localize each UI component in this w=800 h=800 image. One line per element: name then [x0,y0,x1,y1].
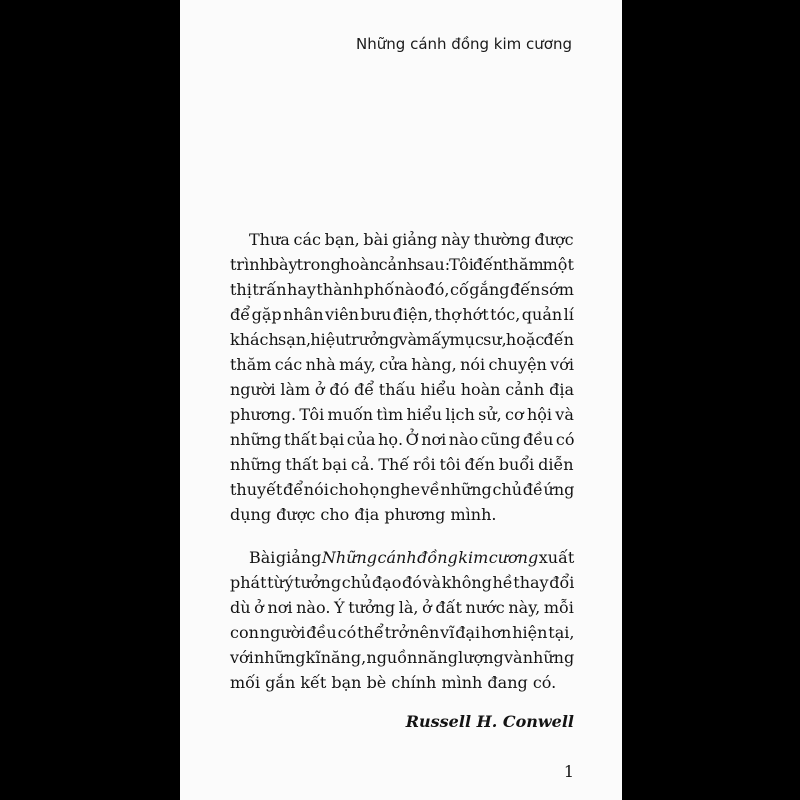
text-line: để gặp nhân viên bưu điện, thợ hớt tóc, quản lí [230,305,574,324]
text-line: khách sạn, hiệu trưởng và mấy mục sư, hoặc đến [230,330,574,349]
text-run: Bài giảng [249,548,322,567]
text-line: những thất bại cả. Thế rồi tôi đến buổi diễn [230,455,574,474]
running-header: Những cánh đồng kim cương [356,35,572,53]
text-line: thuyết để nói cho họ nghe về những chủ đề ứng [230,480,575,499]
paragraph-1 [230,227,574,527]
author-signature: Russell H. Conwell [405,712,574,731]
paragraph-2 [230,545,574,695]
text-line: Thưa các bạn, bài giảng này thường được [249,230,574,249]
text-line: dù ở nơi nào. Ý tưởng là, ở đất nước này, mỗi [230,598,574,617]
page-number: 1 [563,762,574,781]
text-line: con người đều có thể trở nên vĩ đại hơn hiện tại, [230,623,575,642]
text-line: người làm ở đó để thấu hiểu hoàn cảnh địa [230,380,575,399]
book-page [180,0,622,800]
text-line: phương. Tôi muốn tìm hiểu lịch sử, cơ hội và [230,405,574,424]
text-line: với những kĩ năng, nguồn năng lượng và những [230,648,575,667]
text-line: thị trấn hay thành phố nào đó, cố gắng đến sớm [230,280,574,299]
text-line: mối gắn kết bạn bè chính mình đang có. [230,673,557,692]
text-line [230,545,574,570]
book-title-italic: Những cánh đồng kim cương [321,548,539,567]
text-line: dụng được cho địa phương mình. [230,505,497,524]
text-line: thăm các nhà máy, cửa hàng, nói chuyện với [230,355,574,374]
text-line: những thất bại của họ. Ở nơi nào cũng đều có [230,430,575,449]
text-line: trình bày trong hoàn cảnh sau: Tôi đến thăm một [230,255,574,274]
text-run: xuất [538,548,575,567]
text-line: phát từ ý tưởng chủ đạo đó và không hề thay đổi [230,573,575,592]
